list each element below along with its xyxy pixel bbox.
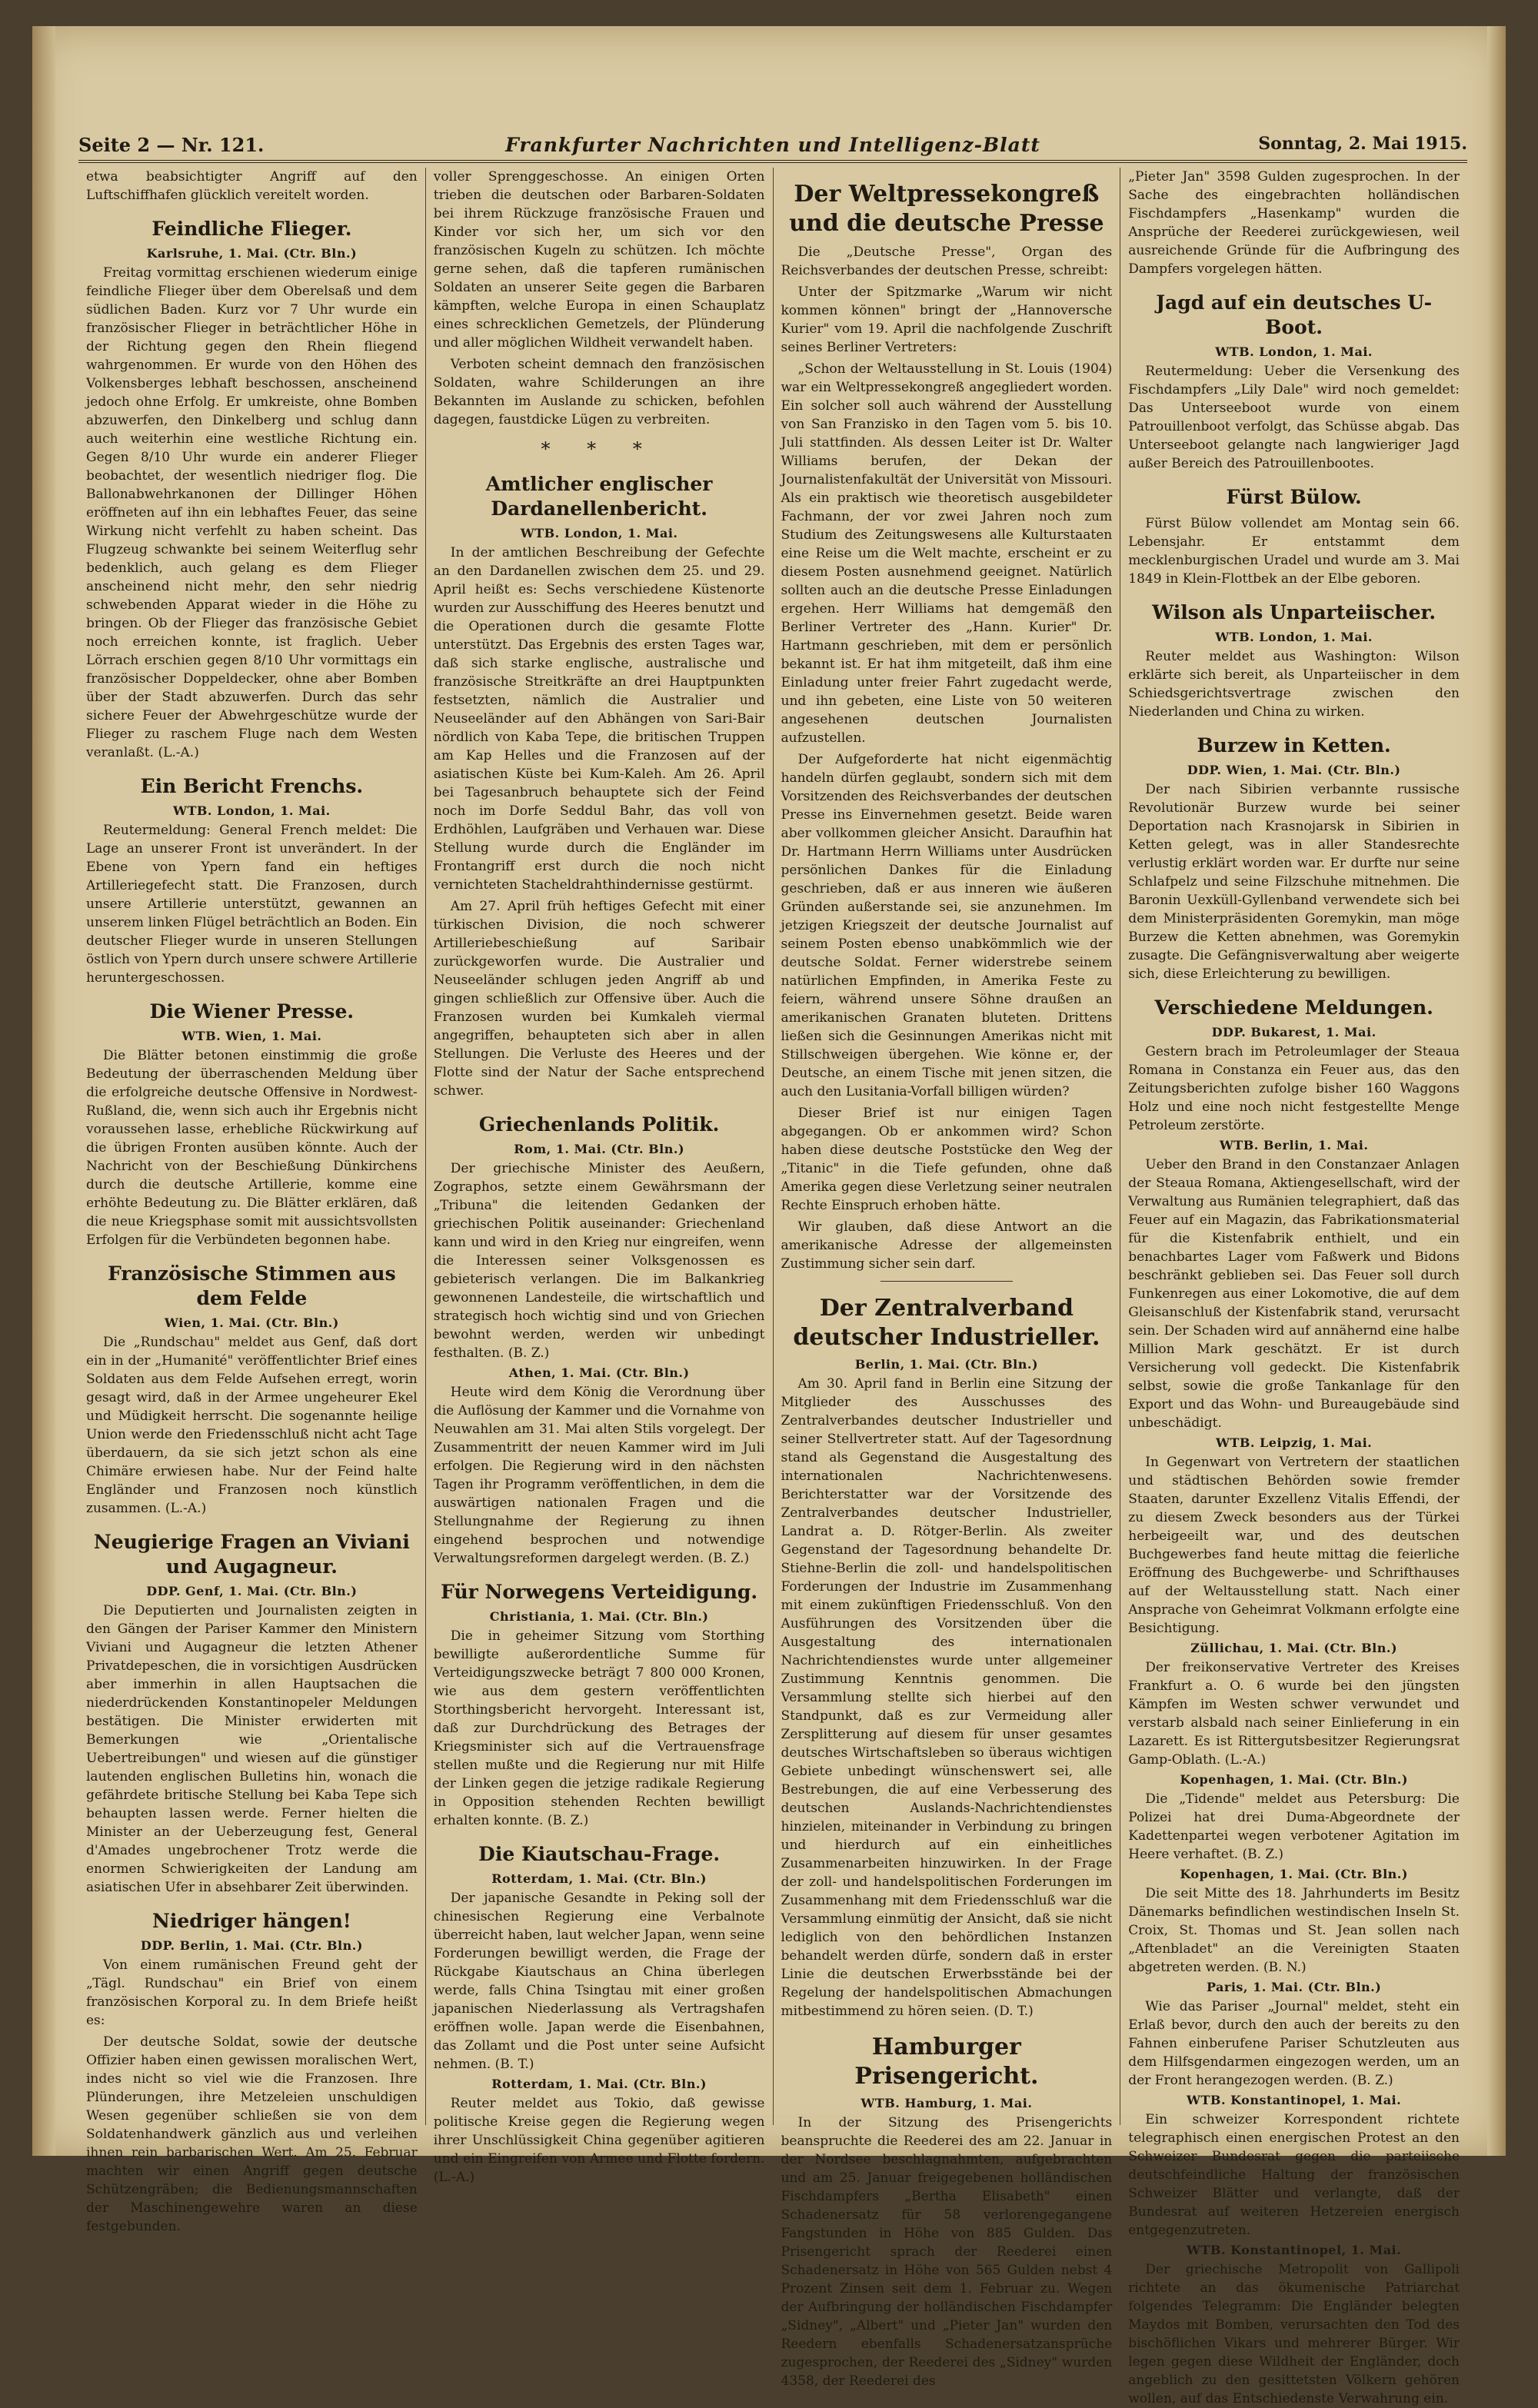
dateline: WTB. Berlin, 1. Mai. (1219, 1138, 1369, 1152)
page-edge-left (32, 26, 55, 2156)
article-paragraph: Die in geheimer Sitzung vom Storthing bewilligte außerordentliche Summe für Verteidigungszwecke beträgt 7 800 000 Kronen, wie aus dem gestern veröffentlichten Storthingsbericht hervorgeht. Interessant ist, daß zur Durchdrückung des Betrages der Kriegsminister sich auf die Vertrauensfrage stellen mußte und die Regierung nur mit Hilfe der Linken gegen die jetzige radikale Regierung in Opposition stehenden Rechten bewilligt erhalten konnte. (B. Z.) (433, 1628, 765, 1828)
dateline: DDP. Genf, 1. Mai. (Ctr. Bln.) (146, 1584, 358, 1598)
article-heading: Verschiedene Meldungen. (1154, 996, 1433, 1019)
article-paragraph: Die Blätter betonen einstimmig die große Bedeutung der überraschenden Meldung über die erfolgreiche deutsche Offensive in Nordwest-Rußland, die, wenn sich auch ihr Ergebnis nicht voraussehen lasse, erhebliche Rückwirkung auf die übrigen Fronten ausüben könnte. Auch der Nachricht von der Beschießung Dünkirchens durch die deutsche Artillerie, komme eine erhöhte Bedeutung zu. Die Blätter erklären, daß die neue Kriegsphase somit mit aussichtsvollsten Erfolgen für die Verbündeten begonnen habe. (86, 1048, 418, 1248)
article-paragraph: Dieser Brief ist nur einigen Tagen abgegangen. Ob er ankommen wird? Schon haben diese deutsche Poststücke den Weg der „Titanic" in die Tiefe gefunden, ohne daß Amerika gegen diese Verletzung seiner neutralen Rechte Einspruch erhoben hätte. (781, 1106, 1113, 1213)
article-heading: Hamburger Prisengericht. (854, 2034, 1039, 2090)
newspaper-page (32, 26, 1506, 2406)
dateline: Kopenhagen, 1. Mai. (Ctr. Bln.) (1180, 1867, 1408, 1881)
article-paragraph: Der Aufgeforderte hat nicht eigenmächtig handeln dürfen geglaubt, sondern sich mit dem Vorsitzenden des Reichsverbandes der deutschen Presse ins Einvernehmen gesetzt. Beide waren aber vollkommen gleicher Ansicht. Daraufhin hat Dr. Hartmann Herrn Williams unter Ausdrücken persönlichen Dankes für die Einladung geschrieben, daß er aus inneren wie äußeren Gründen außerstande sei, sie anzunehmen. Im jetzigen Kriegszeit der deutsche Journalist auf seinem Posten ebenso unabkömmlich wie der deutsche Soldat. Ferner widerstrebe seinem natürlichen Empfinden, in Amerika Feste zu feiern, während unsere Söhne draußen an amerikanischen Granaten bluteten. Drittens ließen sich die Gesinnungen Amerikas nicht mit Stillschweigen übergehen. Wie könne er, der Deutsche, an einem Tische mit jenen sitzen, die auch den Lusitania-Vorfall billigen würden? (781, 752, 1113, 1099)
columns (78, 168, 1467, 2406)
article-heading: Feindliche Flieger. (151, 218, 352, 240)
dateline: Paris, 1. Mai. (Ctr. Bln.) (1206, 1980, 1382, 1994)
dateline: WTB. Leipzig, 1. Mai. (1216, 1435, 1373, 1450)
article-paragraph: Der japanische Gesandte in Peking soll der chinesischen Regierung eine Verbalnote überreicht haben, laut welcher Japan, wenn seine Forderungen bewilligt werden, die Frage der Rückgabe Kiautschaus an China überlegen werde, falls China Tsingtau mit einer großen japanischen Niederlassung als Vertragshafen eröffnen wolle. Japan werde die Eisenbahnen, das Zollamt und die Post unter seine Aufsicht nehmen. (B. T.) (433, 1891, 765, 2072)
article-heading: Der Zentralverband deutscher Industrieller. (793, 1295, 1100, 1351)
article-paragraph: Reutermeldung: Ueber die Versenkung des Fischdampfers „Lily Dale" wird noch gemeldet: Das Unterseeboot wurde von einem Patrouillenboot verfolgt, das Schüsse abgab. Das Unterseeboot gelangte nach langwieriger Jagd außer Bereich des Patrouillenbootes. (1128, 364, 1460, 471)
dateline: Rotterdam, 1. Mai. (Ctr. Bln.) (491, 1871, 707, 1886)
dateline: Karlsruhe, 1. Mai. (Ctr. Bln.) (146, 246, 358, 261)
masthead-title: Frankfurter Nachrichten und Intelligenz-Blatt (505, 134, 1040, 156)
article-paragraph: Von einem rumänischen Freund geht der „Tägl. Rundschau" ein Brief von einem französischen Korporal zu. In dem Briefe heißt es: (86, 1957, 418, 2028)
article-paragraph: Wir glauben, daß diese Antwort an die amerikanische Adresse der allgemeinsten Zustimmung sicher sein darf. (781, 1219, 1113, 1272)
dateline: WTB. Konstantinopel, 1. Mai. (1187, 2243, 1402, 2257)
column-1 (78, 168, 426, 2234)
article-heading: Jagd auf ein deutsches U-Boot. (1156, 291, 1433, 338)
dateline: WTB. London, 1. Mai. (1215, 344, 1373, 359)
dateline: WTB. London, 1. Mai. (1215, 630, 1373, 644)
article-heading: Ein Bericht Frenchs. (140, 775, 364, 797)
dateline: Athen, 1. Mai. (Ctr. Bln.) (508, 1365, 690, 1380)
dateline: Kopenhagen, 1. Mai. (Ctr. Bln.) (1180, 1772, 1408, 1787)
article-paragraph: Heute wird dem König die Verordnung über die Auflösung der Kammer und die Vornahme von Neuwahlen am 31. Mai alten Stils vorgelegt. Der Zusammentritt der neuen Kammer wird im Juli erfolgen. Die Regierung wird in den nächsten Tagen ihr Programm veröffentlichen, in dem die auswärtigen nationalen Fragen und die Stellungnahme der Regierung zu ihnen eingehend besprochen und notwendige Verwaltungsreformen dargelegt werden. (B. Z.) (433, 1385, 765, 1566)
article-paragraph: Verboten scheint demnach den französischen Soldaten, wahre Schilderungen an ihre Bekannten im Auslande zu schicken, befohlen dagegen, faustdicke Lügen zu verbreiten. (433, 357, 765, 427)
article-paragraph: Reuter meldet aus Washington: Wilson erklärte sich bereit, als Unparteiischer in dem Schiedsgerichtsvertrage zwischen den Niederlanden und China zu wirken. (1128, 649, 1460, 720)
article-heading: Amtlicher englischer Dardanellenbericht. (485, 473, 713, 520)
article-paragraph: Der griechische Minister des Aeußern, Zographos, setzte einem Gewährsmann der „Tribuna" die leitenden Gedanken der griechischen Politik auseinander: Griechenland kann und wird in den Krieg nur eingreifen, wenn die Interessen seiner Volksgenossen es gebieterisch verlangen. Die im Balkankrieg gewonnenen Landesteile, die wirtschaftlich und strategisch hoch wichtig sind und von Griechen bewohnt werden, werden wir unbedingt festhalten. (B. Z.) (433, 1161, 765, 1361)
article-paragraph: Ein schweizer Korrespondent richtete telegraphisch einen energischen Protest an den Schweizer Bundesrat gegen die parteiische deutschfeindliche Haltung der französischen Schweizer Blätter und verlangte, daß der Bundesrat auf weiteren Hetzereien energisch entgegenzutreten. (1128, 2112, 1460, 2238)
column-2 (426, 168, 774, 2185)
article-paragraph: In der Sitzung des Prisengerichts beanspruchte die Reederei des am 22. Januar in der Nordsee beschlagnahmten, aufgebrachten und am 25. Januar freigegebenen holländischen Fischdampfers „Bertha Elisabeth" einen Schadenersatz für 58 verlorengegangene Fangstunden in Höhe von 885 Gulden. Das Prisengericht sprach der Reederei einen Schadenersatz in Höhe von 565 Gulden nebst 4 Prozent Zinsen seit dem 1. Februar zu. Wegen der Aufbringung der holländischen Fischdampfer „Sidney", „Albert" und „Pieter Jan" wurden den Reedern ebenfalls Schadenersatzansprüche zugesprochen, der Reederei des „Sidney" wurden 4358, der Reederei des (781, 2115, 1113, 2389)
article-paragraph: Ueber den Brand in den Constanzaer Anlagen der Steaua Romana, Aktiengesellschaft, wird der Verwaltung aus Rumänien telegraphiert, daß das Feuer auf ein Magazin, das Fabrikationsmaterial für die Kistenfabrik enthielt, und ein benachbartes Lager vom Faßwerk und Bidons beschränkt geblieben sei. Das Feuer soll durch Funkenregen aus einer Lokomotive, die auf dem Gleisanschluß der Kistenfabrik stand, verursacht sein. Der Schaden wird auf annähernd eine halbe Million Mark geschätzt. Er ist durch Versicherung voll gedeckt. Die Kistenfabrik selbst, sowie die große Tankanlage für den Export und das Wohn- und Bureaugebäude sind unbeschädigt. (1128, 1157, 1460, 1431)
dateline: WTB. Hamburg, 1. Mai. (861, 2096, 1033, 2110)
article-heading: Die Kiautschau-Frage. (478, 1843, 721, 1865)
article-paragraph: Am 30. April fand in Berlin eine Sitzung der Mitglieder des Ausschusses des Zentralverbandes deutscher Industrieller und seiner Stellvertreter statt. Auf der Tagesordnung stand als Gegenstand die Ausgestaltung des internationalen Nachrichtenwesens. Berichterstatter war der Vorsitzende des Zentralverbandes deutscher Industrieller, Landrat a. D. Rötger-Berlin. Als zweiter Gegenstand der Tagesordnung behandelte Dr. Stiehne-Berlin die zoll- und handelspolitischen Forderungen der Industrie im Zusammenhang mit einem zukünftigen Friedensschluß. Von den Ausführungen des Vorsitzenden über die Ausgestaltung des internationalen Nachrichtendienstes wurde unter allgemeiner Zustimmung Kenntnis genommen. Die Versammlung stellte sich hierbei auf den Standpunkt, daß es zur Vermeidung aller Zersplitterung auf diesem für unser gesamtes deutsches Wirtschaftsleben so überaus wichtigen Gebiete unbedingt wünschenswert sei, alle Bestrebungen, die auf eine Verbesserung des deutschen Auslands-Nachrichtendienstes hinzielen, miteinander in Verbindung zu bringen und hierdurch auf ein einheitliches Zusammenarbeiten hinzuwirken. In der Frage der zoll- und handelspolitischen Forderungen im Zusammenhang mit dem Friedensschluß war die Versammlung einmütig der Ansicht, daß sie nicht lediglich von den behördlichen Instanzen behandelt werden dürfe, sondern daß in erster Linie die deutschen Erwerbsstände bei der Regelung der handelspolitischen Abmachungen mitbestimmend zu hören seien. (D. T.) (781, 1376, 1113, 2019)
article-heading: Niedriger hängen! (151, 1910, 351, 1932)
article-paragraph: Unter der Spitzmarke „Warum wir nicht kommen können" bringt der „Hannoversche Kurier" vom 19. April die nachfolgende Zuschrift seines Berliner Vertreters: (781, 284, 1113, 355)
article-paragraph: Gestern brach im Petroleumlager der Steaua Romana in Constanza ein Feuer aus, das den Zeitungsberichten zufolge bisher 160 Waggons Holz und eine noch nicht festgestellte Menge Petroleum zerstörte. (1128, 1044, 1460, 1133)
article-paragraph: Am 27. April früh heftiges Gefecht mit einer türkischen Division, die noch schwerer Artilleriebeschießung auf Saribair zurückgeworfen wurde. Die Australier und Neuseeländer schlugen jeden Angriff ab und gingen schließlich zur Offensive über. Auch die Franzosen wurden bei Kumkaleh viermal angegriffen, behaupteten sich aber in allen Stellungen. Die Verluste des Heeres und der Flotte sind der Natur der Sache entsprechend schwer. (433, 899, 765, 1099)
column-3 (774, 168, 1121, 2389)
article-paragraph: Der griechische Metropolit von Gallipoli richtete an das ökumenische Patriarchat folgendes Telegramm: Die Engländer belegten Maydos mit Bomben, verursachten den Tod des bischöflichen Vikars und mehrerer Bürger. Wir legen gegen diese Wildheit der Engländer, doch angeblich zu den gesittetsten Völkern gehören wollen, auf das Entschiedenste Verwahrung ein. (1128, 2262, 1460, 2406)
article-paragraph: Freitag vormittag erschienen wiederum einige feindliche Flieger über dem Oberelsaß und dem südlichen Baden. Kurz vor 7 Uhr wurde ein französischer Flieger in beträchtlicher Höhe in der Richtung gegen den Rhein fliegend wahrgenommen. Er wurde von den Höhen des Volkensberges lebhaft beschossen, anscheinend jedoch ohne Erfolg. Er umkreiste, ohne Bomben abzuwerfen, den Dinkelberg und schlug dann auch weiterhin eine westliche Richtung ein. Gegen 8/10 Uhr wurde ein anderer Flieger beobachtet, der wesentlich niedriger flog. Die Ballonabwehrkanonen der Dillinger Höhen eröffneten auf ihn ein lebhaftes Feuer, das seine Wirkung nicht verfehlt zu haben scheint. Das Flugzeug schwankte bei seinem Weiterflug sehr bedenklich, auch gelang es dem Flieger anscheinend nicht mehr, den sehr niedrig schwebenden Apparat wieder in die Höhe zu bringen. Ob der Flieger das französische Gebiet noch erreichen konnte, ist fraglich. Ueber Lörrach erschien gegen 8/10 Uhr vormittags ein französischer Doppeldecker, ohne aber Bomben über der Stadt abzuwerfen. Durch das sehr sichere Feuer der Abwehrgeschütze wurde der Flieger zu raschem Fluge nach dem Westen veranlaßt. (L.-A.) (86, 265, 418, 760)
article-paragraph: „Schon der Weltausstellung in St. Louis (1904) war ein Weltpressekongreß angegliedert worden. Ein solcher soll auch während der Ausstellung von San Franzisko in den Tagen vom 5. bis 10. Juli stattfinden. Als dessen Leiter ist Dr. Walter Williams berufen, der Dekan der Journalistenfakultät der Universität von Missouri. Als ein praktisch wie theoretisch ausgebildeter Fachmann, der vor zwei Jahren noch zum Studium des Zeitungswesens alle Kulturstaaten eine Reise um die Welt machte, erscheint er zu diesem Posten ausnehmend geeignet. Natürlich sollten auch an die deutsche Presse Einladungen ergehen. Herr Williams hat demgemäß den Berliner Vertreter des „Hann. Kurier" Dr. Hartmann geschrieben, mit dem er persönlich bekannt ist. Er hat ihm mitgeteilt, daß ihm eine Einladung unter freier Fahrt zugedacht werde, und ihn gebeten, eine Liste von 50 weiteren angesehenen deutschen Journalisten aufzustellen. (781, 361, 1113, 746)
article-continuation: „Pieter Jan" 3598 Gulden zugesprochen. In der Sache des eingebrachten holländischen Fischdampfers „Hasenkamp" wurden die Ansprüche der Reederei zurückgewiesen, weil ausreichende Gründe für die Aufbringung des Dampfers vorgelegen hätten. (1128, 169, 1460, 277)
article-heading: Die Wiener Presse. (149, 1000, 355, 1023)
article-paragraph: Der freikonservative Vertreter des Kreises Frankfurt a. O. 6 wurde bei den jüngsten Kämpfen im Westen schwer verwundet und verstarb alsbald nach seiner Einlieferung in ein Lazarett. Es ist Rittergutsbesitzer Regierungsrat Gamp-Oblath. (L.-A.) (1128, 1660, 1460, 1768)
dateline: Rom, 1. Mai. (Ctr. Bln.) (514, 1142, 685, 1156)
article-paragraph: Reuter meldet aus Tokio, daß gewisse politische Kreise gegen die Regierung wegen ihrer Unschlüssigkeit China gegenüber agitieren und ein Eingreifen von Armee und Flotte fordern. (L.-A.) (433, 2096, 765, 2185)
article-continuation: etwa beabsichtigter Angriff auf den Luftschiffhafen glücklich vereitelt worden. (86, 169, 418, 203)
dateline: DDP. Bukarest, 1. Mai. (1211, 1025, 1377, 1039)
article-paragraph: Die Deputierten und Journalisten zeigten in den Gängen der Pariser Kammer den Ministern Viviani und Augagneur die letzten Athener Privatdepeschen, die in vorsichtigen Ausdrücken aber immerhin in allen Hauptsachen die niederdrückenden Konstantinopeler Meldungen bestätigen. Die Minister erwiderten mit Bemerkungen wie „Orientalische Uebertreibungen" und wiesen auf die günstiger lautenden englischen Bulletins hin, wonach die gefährdete britische Stellung bei Kaba Tepe sich behaupten lassen werde. Ferner hielten die Minister an der Ueberzeugung fest, General d'Amades ungebrochener Trotz werde die enormen Schwierigkeiten der Landung am asiatischen Ufer in absehbarer Zeit überwinden. (86, 1603, 418, 1895)
page-edge-right (1487, 26, 1506, 2156)
dateline: DDP. Wien, 1. Mai. (Ctr. Bln.) (1187, 763, 1401, 777)
dateline: Rotterdam, 1. Mai. (Ctr. Bln.) (491, 2077, 707, 2091)
issue-date: Sonntag, 2. Mai 1915. (1258, 134, 1467, 154)
dateline: Christiania, 1. Mai. (Ctr. Bln.) (489, 1609, 709, 1624)
dateline: WTB. Konstantinopel, 1. Mai. (1187, 2093, 1402, 2107)
column-4 (1120, 168, 1467, 2406)
dateline: Wien, 1. Mai. (Ctr. Bln.) (164, 1315, 339, 1330)
article-paragraph: Fürst Bülow vollendet am Montag sein 66. Lebensjahr. Er entstammt dem mecklenburgischen Uradel und wurde am 3. Mai 1849 in Klein-Flottbek an der Elbe geboren. (1128, 516, 1460, 587)
article-heading: Der Weltpressekongreß und die deutsche Presse (789, 181, 1104, 237)
article-heading: Fürst Bülow. (1226, 486, 1362, 508)
article-paragraph: In Gegenwart von Vertretern der staatlichen und städtischen Behörden sowie fremder Staaten, darunter Exzellenz Vitalis Effendi, der zu diesem Zweck besonders aus der Türkei herbeigeeilt war, und des deutschen Buchgewerbes fand heute mittag die feierliche Eröffnung des Buchgewerbe- und Schrifthauses auf der Weltausstellung statt. Nach einer Ansprache von Geheimrat Volkmann erfolgte eine Besichtigung. (1128, 1455, 1460, 1636)
article-heading: Französische Stimmen aus dem Felde (108, 1262, 396, 1309)
dateline: Züllichau, 1. Mai. (Ctr. Bln.) (1190, 1641, 1398, 1655)
article-continuation: voller Sprenggeschosse. An einigen Orten trieben die deutschen oder Barbaren-Soldaten bei ihrem Rückzuge französische Frauen und Kinder vor sich her, um sich vor den französischen Kugeln zu schützen. Ich möchte gerne sehen, daß die tapferen rumänischen Soldaten an unserer Seite gegen die Barbaren kämpften, welche Europa in einen Schauplatz eines schrecklichen Gemetzels, der Plünderung und aller möglichen Wildheit verwandelt haben. (433, 169, 765, 351)
article-heading: Neugierige Fragen an Viviani und Augagneur. (93, 1531, 410, 1578)
article-heading: Für Norwegens Verteidigung. (441, 1581, 758, 1603)
article-paragraph: Wie das Pariser „Journal" meldet, steht ein Erlaß bevor, durch den auch der bereits zu den Fahnen einberufene Pariser Schutzleuten aus dem Hilfsgendarmen eingezogen werden, um an der Front herangezogen werden. (B. Z.) (1128, 1999, 1460, 2088)
article-paragraph: Reutermeldung: General French meldet: Die Lage an unserer Front ist unverändert. In der Ebene von Ypern fand ein heftiges Artilleriegefecht statt. Die Franzosen, durch unsere Artillerie unterstützt, gewannen an unserem linken Flügel beträchtlich an Boden. Ein deutscher Flieger wurde in unseren Stellungen östlich von Ypern durch unsere schwere Artillerie heruntergeschossen. (86, 823, 418, 986)
article-heading: Wilson als Unparteiischer. (1152, 601, 1436, 624)
article-paragraph: In der amtlichen Beschreibung der Gefechte an den Dardanellen zwischen dem 25. und 29. April heißt es: Sechs verschiedene Küstenorte wurden zur Ausschiffung des Heeres benutzt und die Operationen durch die gesamte Flotte unterstützt. Das Ergebnis des ersten Tages war, daß sich starke englische, australische und französische Streitkräfte an drei Hauptpunkten festsetzten, nämlich die Australier und Neuseeländer auf den Abhängen von Sari-Bair nördlich von Kaba Tepe, die britischen Truppen am Kap Helles und die Franzosen auf der asiatischen Küste bei Kum-Kaleh. Am 26. April bei Tagesanbruch behauptete sich der Feind noch im Dorfe Seddul Bahr, das voll von Erdhöhlen, Laufgräben und Verhauen war. Diese Stellung wurde durch die Engländer im Frontangriff erst durch die noch nicht vernichteten Stacheldrahthindernisse gestürmt. (433, 545, 765, 893)
article-paragraph: Die „Deutsche Presse", Organ des Reichsverbandes der deutschen Presse, schreibt: (781, 244, 1113, 278)
article-paragraph: Der deutsche Soldat, sowie der deutsche Offizier haben einen gewissen moralischen Wert, indes nicht so viel wie die Franzosen. Ihre Plünderungen, ihre Metzeleien unschuldigen Wesen gegenüber schließen sie von dem Soldatenhandwerk gänzlich aus und verleihen ihnen rein barbarischen Wert. Am 25. Februar machten wir einen Angriff gegen deutsche Schützengräben; die Bedienungsmannschaften der Maschinengewehre waren an diese festgebunden. (86, 2034, 418, 2234)
divider (881, 1281, 1013, 1282)
article-paragraph: Die „Tidende" meldet aus Petersburg: Die Polizei hat drei Duma-Abgeordnete der Kadettenpartei wegen verbotener Agitation im Heere verhaftet. (B. Z.) (1128, 1791, 1460, 1862)
dateline: DDP. Berlin, 1. Mai. (Ctr. Bln.) (140, 1938, 363, 1953)
section-separator: * * * (541, 438, 657, 460)
dateline: WTB. London, 1. Mai. (173, 803, 331, 818)
article-paragraph: Die „Rundschau" meldet aus Genf, daß dort ein in der „Humanité" veröffentlichter Brief eines Soldaten aus dem Felde Aufsehen erregt, worin gesagt wird, daß in der Armee ungeheurer Ekel und Müdigkeit herrscht. Die sogenannte heilige Union werde den Friedensschluß nicht acht Tage überdauern, da sie sich jetzt schon als eine Chimäre erwiesen habe. Nur der Feind halte Engländer und Franzosen noch künstlich zusammen. (L.-A.) (86, 1335, 418, 1516)
dateline: WTB. London, 1. Mai. (520, 526, 678, 540)
dateline: WTB. Wien, 1. Mai. (181, 1029, 322, 1043)
article-heading: Griechenlands Politik. (478, 1113, 720, 1136)
article-paragraph: Die seit Mitte des 18. Jahrhunderts im Besitz Dänemarks befindlichen westindischen Inseln St. Croix, St. Thomas und St. Jean sollen nach „Aftenbladet" an die Vereinigten Staaten abgetreten werden. (B. N.) (1128, 1886, 1460, 1975)
article-paragraph: Der nach Sibirien verbannte russische Revolutionär Burzew wurde bei seiner Deportation nach Krasnojarsk in Sibirien in Ketten gelegt, was in aller Standesrechte verlustig erklärt worden war. Er durfte nur seine Schlafpelz und seine Filzschuhe mitnehmen. Die Baronin Uexküll-Gyllenband verwendete sich bei dem Ministerpräsidenten Goremykin, man möge Burzew die Ketten abnehmen, was Goremykin zusagte. Die Gefängnisverwaltung aber weigerte sich, diese Erleichterung zu bewilligen. (1128, 782, 1460, 982)
dateline: Berlin, 1. Mai. (Ctr. Bln.) (854, 1357, 1039, 1372)
page-header (78, 112, 1467, 163)
article-heading: Burzew in Ketten. (1197, 734, 1391, 757)
page-number: Seite 2 — Nr. 121. (78, 134, 265, 156)
